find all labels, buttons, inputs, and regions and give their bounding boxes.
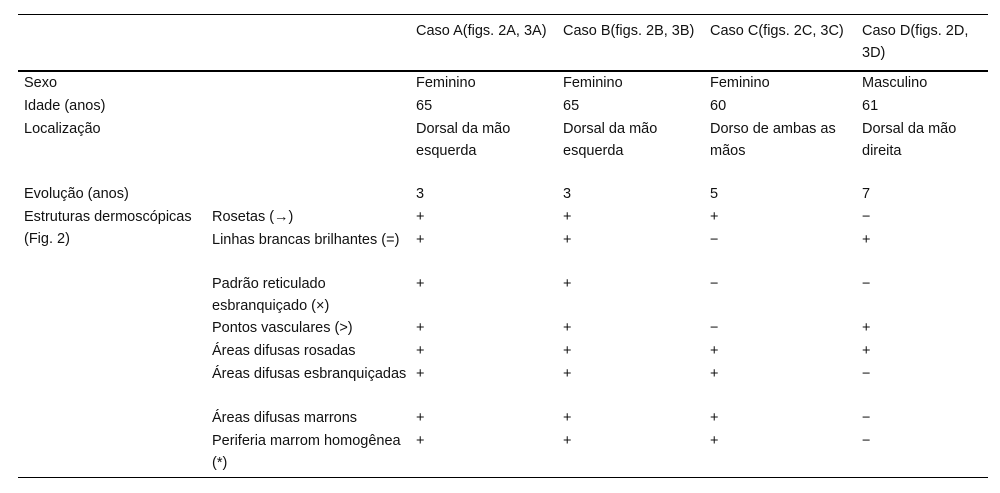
column-header: Caso C(figs. 2C, 3C) xyxy=(710,23,844,39)
row-subheader: Rosetas (→) xyxy=(212,209,294,225)
table-cell: Feminino xyxy=(710,75,770,91)
table-cell: Dorsal da mão esquerda xyxy=(563,121,658,159)
table-cell: Feminino xyxy=(416,75,476,91)
table-cell: + xyxy=(416,366,425,382)
table-cell: Dorsal da mão esquerda xyxy=(416,121,511,159)
table-cell: − xyxy=(862,276,871,292)
row-subheader: Áreas difusas rosadas xyxy=(212,343,356,359)
row-subheader: Padrão reticulado esbranquiçado (×) xyxy=(212,276,330,314)
row-subheader: Periferia marrom homogênea (*) xyxy=(212,433,401,471)
row-subheader: Áreas difusas esbranquiçadas xyxy=(212,366,407,382)
table-cell: 65 xyxy=(416,98,433,114)
table-cell: 3 xyxy=(563,186,572,202)
table-cell: Masculino xyxy=(862,75,928,91)
table-cell: 60 xyxy=(710,98,727,114)
table-cell: − xyxy=(710,276,719,292)
table-cell: Dorsal da mão direita xyxy=(862,121,957,159)
table-cell: + xyxy=(563,276,572,292)
table-cell: + xyxy=(710,343,719,359)
table-cell: + xyxy=(416,209,425,225)
table-cell: + xyxy=(563,320,572,336)
table-bottom-rule xyxy=(18,477,988,478)
table-cell: + xyxy=(563,366,572,382)
row-header: Sexo xyxy=(24,75,58,91)
table-cell: + xyxy=(563,343,572,359)
table-cell: + xyxy=(862,343,871,359)
table-cell: + xyxy=(416,410,425,426)
column-header: Caso D(figs. 2D, 3D) xyxy=(862,23,969,61)
column-header: Caso B(figs. 2B, 3B) xyxy=(563,23,695,39)
row-header: Localização xyxy=(24,121,101,137)
table-cell: + xyxy=(416,433,425,449)
table-cell: + xyxy=(563,433,572,449)
table-cell: + xyxy=(416,320,425,336)
table-cell: − xyxy=(862,366,871,382)
table-cell: 65 xyxy=(563,98,580,114)
table-cell: + xyxy=(563,209,572,225)
table-cell: 7 xyxy=(862,186,871,202)
table-cell: + xyxy=(416,276,425,292)
table-cell: − xyxy=(862,433,871,449)
table-cell: + xyxy=(563,232,572,248)
table-cell: + xyxy=(710,433,719,449)
table-cell: − xyxy=(862,410,871,426)
column-header: Caso A(figs. 2A, 3A) xyxy=(416,23,547,39)
table-cell: + xyxy=(710,209,719,225)
table-cell: 61 xyxy=(862,98,879,114)
table-cell: Feminino xyxy=(563,75,623,91)
row-subheader: Linhas brancas brilhantes (=) xyxy=(212,232,400,248)
table-cell: + xyxy=(563,410,572,426)
table-cell: + xyxy=(862,320,871,336)
row-header: Evolução (anos) xyxy=(24,186,129,202)
row-header: Idade (anos) xyxy=(24,98,106,114)
table-cell: 5 xyxy=(710,186,719,202)
table-cell: + xyxy=(710,410,719,426)
table-cell: Dorso de ambas as mãos xyxy=(710,121,836,159)
table-cell: − xyxy=(862,209,871,225)
row-header: Estruturas dermoscópicas (Fig. 2) xyxy=(24,209,192,247)
table-cell: + xyxy=(416,343,425,359)
row-subheader: Áreas difusas marrons xyxy=(212,410,358,426)
table-cell: + xyxy=(710,366,719,382)
table-top-rule xyxy=(18,14,988,15)
table-cell: + xyxy=(416,232,425,248)
table-cell: − xyxy=(710,232,719,248)
table-cell: 3 xyxy=(416,186,425,202)
table-cell: + xyxy=(862,232,871,248)
row-subheader: Pontos vasculares (>) xyxy=(212,320,353,336)
table-cell: − xyxy=(710,320,719,336)
